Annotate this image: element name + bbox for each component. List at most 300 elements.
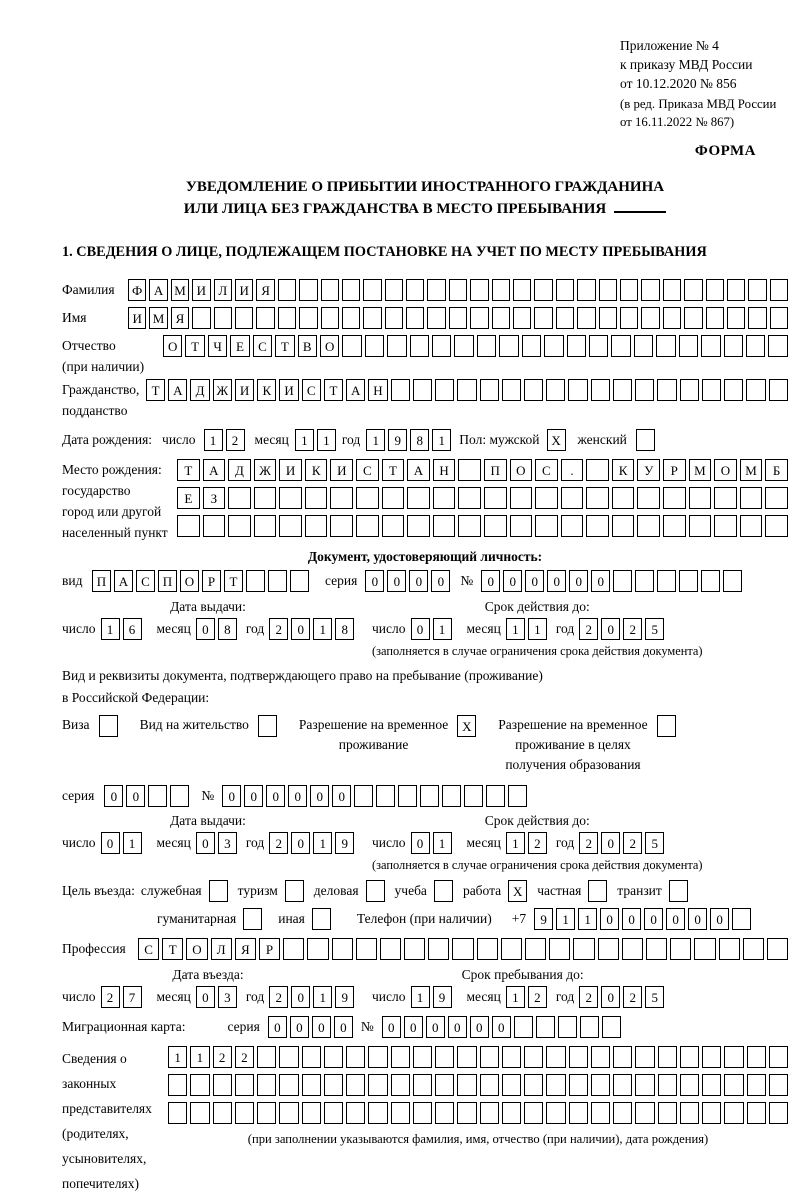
char-cell	[586, 459, 609, 481]
char-cell	[544, 335, 563, 357]
char-cell	[330, 515, 353, 537]
char-cell	[457, 379, 476, 401]
rd-valid-group	[372, 832, 703, 854]
char-cell	[769, 1102, 788, 1124]
char-cell	[356, 515, 379, 537]
option-temp-residence-checkbox	[457, 715, 476, 737]
char-cell	[279, 1046, 298, 1068]
purpose-tourism	[238, 880, 304, 902]
char-cell: 0	[503, 570, 522, 592]
birth-day-label: число	[162, 432, 196, 447]
char-cell	[385, 279, 403, 301]
char-cell: 1	[433, 832, 452, 854]
char-cell: X	[508, 880, 527, 902]
char-cell: К	[257, 379, 276, 401]
char-cell	[769, 1074, 788, 1096]
char-cell	[663, 515, 686, 537]
char-cell	[635, 570, 654, 592]
rd-valid-heading: Срок действия до:	[484, 813, 590, 828]
purpose-work-label: работа	[462, 883, 502, 898]
char-cell: Р	[202, 570, 221, 592]
char-cell: Т	[162, 938, 183, 960]
char-cell: 1	[432, 429, 451, 451]
issue-date-group	[62, 618, 354, 640]
valid-year-boxes	[579, 618, 664, 640]
char-cell: 1	[190, 1046, 209, 1068]
option-visa-checkbox	[99, 715, 118, 737]
char-cell	[591, 1074, 610, 1096]
birth-place-row	[62, 459, 788, 543]
char-cell: 3	[218, 832, 237, 854]
char-cell: 8	[410, 429, 429, 451]
option-temp-residence-education-label-line: получения образования	[505, 757, 641, 772]
char-cell	[702, 379, 721, 401]
char-cell	[747, 1074, 766, 1096]
char-cell	[591, 379, 610, 401]
char-cell: Т	[324, 379, 343, 401]
entry-year-boxes	[269, 986, 354, 1008]
char-cell	[312, 908, 331, 930]
char-cell	[214, 307, 232, 329]
char-cell	[391, 1102, 410, 1124]
char-cell: 0	[644, 908, 663, 930]
char-cell: Ч	[208, 335, 227, 357]
citizenship-label-line1: Гражданство,	[62, 382, 140, 397]
char-cell: 0	[382, 1016, 401, 1038]
char-cell: О	[163, 335, 182, 357]
char-cell	[480, 379, 499, 401]
purpose-other-label: иная	[278, 911, 305, 926]
char-cell	[290, 570, 309, 592]
char-cell	[768, 335, 787, 357]
birth-month-boxes	[295, 429, 336, 451]
citizenship-row	[62, 379, 788, 421]
char-cell	[573, 938, 594, 960]
surname-boxes	[128, 279, 788, 301]
char-cell: 0	[312, 1016, 331, 1038]
char-cell	[669, 880, 688, 902]
char-cell	[680, 1074, 699, 1096]
legal-reps-label	[62, 1046, 168, 1196]
citizenship-label	[62, 379, 146, 421]
char-cell	[235, 1102, 254, 1124]
char-cell: 2	[579, 618, 598, 640]
char-cell	[546, 1074, 565, 1096]
char-cell: А	[149, 279, 167, 301]
char-cell	[588, 880, 607, 902]
char-cell	[536, 1016, 555, 1038]
purpose-study-checkbox	[434, 880, 453, 902]
issue-date-heading: Дата выдачи:	[170, 599, 246, 614]
char-cell	[299, 279, 317, 301]
char-cell: Н	[433, 459, 456, 481]
year-label: год	[245, 835, 265, 850]
char-cell	[365, 335, 384, 357]
char-cell	[679, 335, 698, 357]
char-cell	[449, 307, 467, 329]
year-label: год	[555, 835, 575, 850]
char-cell: И	[128, 307, 146, 329]
char-cell	[502, 379, 521, 401]
char-cell: О	[320, 335, 339, 357]
char-cell: 0	[409, 570, 428, 592]
day-label: число	[372, 835, 406, 850]
char-cell	[569, 1074, 588, 1096]
char-cell	[534, 307, 552, 329]
migration-card-row	[62, 1016, 788, 1038]
migration-card-label: Миграционная карта:	[62, 1019, 186, 1034]
char-cell	[561, 487, 584, 509]
doc-seriya-label: серия	[325, 573, 358, 588]
char-cell: .	[561, 459, 584, 481]
char-cell	[524, 379, 543, 401]
purpose-work	[463, 880, 527, 902]
char-cell	[502, 1046, 521, 1068]
char-cell: 0	[268, 1016, 287, 1038]
char-cell	[670, 938, 691, 960]
char-cell: С	[356, 459, 379, 481]
char-cell: 0	[600, 908, 619, 930]
entry-day-boxes	[101, 986, 142, 1008]
char-cell	[268, 570, 287, 592]
rd-issue-group	[62, 832, 354, 854]
char-cell	[727, 307, 745, 329]
char-cell	[747, 1046, 766, 1068]
char-cell: С	[253, 335, 272, 357]
char-cell	[321, 279, 339, 301]
char-cell	[663, 307, 681, 329]
char-cell	[382, 487, 405, 509]
char-cell	[168, 1074, 187, 1096]
purpose-official	[141, 880, 228, 902]
char-cell	[470, 307, 488, 329]
char-cell	[620, 307, 638, 329]
day-label: число	[372, 989, 406, 1004]
char-cell: 1	[295, 429, 314, 451]
residence-doc-options	[62, 715, 788, 775]
char-cell	[577, 279, 595, 301]
char-cell: 1	[101, 618, 120, 640]
doc-number-label: №	[460, 573, 474, 588]
sex-female-box	[636, 429, 655, 451]
issue-year-boxes	[269, 618, 354, 640]
day-label: число	[62, 621, 96, 636]
valid-note: (заполняется в случае ограничения срока действия документа)	[372, 644, 703, 658]
char-cell	[770, 279, 788, 301]
char-cell: К	[612, 459, 635, 481]
char-cell	[433, 515, 456, 537]
char-cell	[599, 307, 617, 329]
char-cell	[464, 785, 483, 807]
char-cell	[299, 307, 317, 329]
appendix-note-line: от 16.11.2022 № 867)	[620, 115, 735, 129]
valid-until-heading: Срок действия до:	[484, 599, 590, 614]
purpose-humanitarian	[157, 908, 262, 930]
rd-issue-day-boxes	[101, 832, 142, 854]
option-visa	[62, 715, 118, 737]
char-cell: Я	[256, 279, 274, 301]
purpose-official-checkbox	[209, 880, 228, 902]
legal-reps-footnote: (при заполнении указываются фамилия, имя, отчество (при наличии), дата рождения)	[247, 1132, 709, 1146]
char-cell	[470, 279, 488, 301]
char-cell: Я	[235, 938, 256, 960]
char-cell	[330, 487, 353, 509]
char-cell: Е	[230, 335, 249, 357]
char-cell	[706, 279, 724, 301]
section1-heading: 1. СВЕДЕНИЯ О ЛИЦЕ, ПОДЛЕЖАЩЕМ ПОСТАНОВКЕ НА УЧЕТ ПО МЕСТУ ПРЕБЫВАНИЯ	[62, 244, 707, 260]
char-cell	[525, 938, 546, 960]
char-cell	[324, 1074, 343, 1096]
char-cell	[727, 279, 745, 301]
legal-reps-label-line: (родителях,	[62, 1126, 129, 1141]
legal-reps-label-line: Сведения о	[62, 1051, 127, 1066]
char-cell	[170, 785, 189, 807]
char-cell	[190, 1102, 209, 1124]
patronymic-label	[62, 335, 163, 377]
char-cell: 7	[123, 986, 142, 1008]
char-cell	[427, 307, 445, 329]
residence-doc-intro-1: Вид и реквизиты документа, подтверждающего право на пребывание (проживание)	[62, 668, 543, 683]
year-label: год	[245, 621, 265, 636]
char-cell: О	[186, 938, 207, 960]
purpose-study	[395, 880, 453, 902]
char-cell: М	[740, 459, 763, 481]
char-cell: Л	[211, 938, 232, 960]
char-cell: 0	[492, 1016, 511, 1038]
char-cell	[477, 938, 498, 960]
birth-place-label	[62, 459, 177, 543]
year-label: год	[245, 989, 265, 1004]
profession-label: Профессия	[62, 941, 126, 956]
char-cell: 9	[335, 832, 354, 854]
char-cell	[524, 1102, 543, 1124]
char-cell	[634, 335, 653, 357]
char-cell: 0	[404, 1016, 423, 1038]
char-cell: Т	[146, 379, 165, 401]
char-cell	[332, 938, 353, 960]
char-cell	[546, 1102, 565, 1124]
char-cell: И	[192, 279, 210, 301]
char-cell: 2	[269, 832, 288, 854]
legal-reps-boxes-row1	[168, 1046, 788, 1068]
char-cell: М	[689, 459, 712, 481]
char-cell: 0	[290, 1016, 309, 1038]
char-cell	[305, 487, 328, 509]
char-cell: 1	[317, 429, 336, 451]
char-cell	[513, 307, 531, 329]
char-cell: 2	[213, 1046, 232, 1068]
phone-label: Телефон (при наличии)	[356, 911, 492, 926]
char-cell	[641, 279, 659, 301]
char-cell	[567, 335, 586, 357]
char-cell	[724, 1046, 743, 1068]
day-label: число	[372, 621, 406, 636]
char-cell	[254, 487, 277, 509]
month-label: месяц	[156, 835, 191, 850]
char-cell	[658, 1074, 677, 1096]
char-cell: 0	[387, 570, 406, 592]
purpose-study-label: учеба	[394, 883, 427, 898]
char-cell	[366, 880, 385, 902]
char-cell: С	[302, 379, 321, 401]
char-cell: 0	[365, 570, 384, 592]
char-cell	[657, 715, 676, 737]
option-temp-residence-label-line: Разрешение на временное	[298, 717, 449, 732]
char-cell: Ж	[213, 379, 232, 401]
char-cell	[748, 279, 766, 301]
entry-date-heading: Дата въезда:	[172, 967, 244, 982]
char-cell	[663, 487, 686, 509]
char-cell: 0	[411, 832, 430, 854]
stay-year-boxes	[579, 986, 664, 1008]
char-cell: 0	[666, 908, 685, 930]
char-cell: С	[535, 459, 558, 481]
char-cell	[192, 307, 210, 329]
char-cell: 0	[196, 986, 215, 1008]
year-label: год	[555, 621, 575, 636]
purpose-private-checkbox	[588, 880, 607, 902]
char-cell: 1	[506, 618, 525, 640]
char-cell	[612, 487, 635, 509]
char-cell	[321, 307, 339, 329]
char-cell: 8	[335, 618, 354, 640]
char-cell: 0	[601, 618, 620, 640]
char-cell	[679, 570, 698, 592]
char-cell	[256, 307, 274, 329]
char-cell: 1	[204, 429, 223, 451]
char-cell: 3	[218, 986, 237, 1008]
char-cell	[586, 515, 609, 537]
char-cell	[368, 1046, 387, 1068]
birth-month-label: месяц	[254, 432, 289, 447]
identity-doc-type-row	[62, 570, 788, 592]
char-cell	[486, 785, 505, 807]
char-cell: 0	[104, 785, 123, 807]
rd-valid-note: (заполняется в случае ограничения срока действия документа)	[372, 858, 703, 872]
birth-place-boxes-row2	[177, 487, 788, 509]
char-cell	[724, 1074, 743, 1096]
char-cell	[586, 487, 609, 509]
char-cell	[724, 335, 743, 357]
char-cell: О	[714, 459, 737, 481]
char-cell: 0	[332, 785, 351, 807]
char-cell	[454, 335, 473, 357]
char-cell	[235, 307, 253, 329]
char-cell	[701, 570, 720, 592]
char-cell: 2	[528, 986, 547, 1008]
char-cell: Е	[177, 487, 200, 509]
char-cell	[723, 570, 742, 592]
char-cell: 0	[710, 908, 729, 930]
char-cell: 6	[123, 618, 142, 640]
birth-date-label: Дата рождения:	[62, 432, 153, 447]
char-cell	[279, 487, 302, 509]
char-cell	[435, 1046, 454, 1068]
char-cell: 0	[426, 1016, 445, 1038]
char-cell: 1	[168, 1046, 187, 1068]
char-cell: Ж	[254, 459, 277, 481]
char-cell	[635, 379, 654, 401]
char-cell	[613, 1074, 632, 1096]
char-cell: 5	[645, 832, 664, 854]
char-cell	[613, 570, 632, 592]
char-cell: 0	[481, 570, 500, 592]
char-cell: 1	[556, 908, 575, 930]
char-cell: У	[637, 459, 660, 481]
char-cell: О	[510, 459, 533, 481]
option-residence-permit-label: Вид на жительство	[139, 717, 249, 732]
char-cell	[324, 1102, 343, 1124]
char-cell	[228, 515, 251, 537]
char-cell	[380, 938, 401, 960]
char-cell: 2	[269, 986, 288, 1008]
char-cell	[577, 307, 595, 329]
char-cell	[385, 307, 403, 329]
char-cell: Р	[663, 459, 686, 481]
char-cell	[391, 379, 410, 401]
char-cell: 1	[313, 986, 332, 1008]
char-cell	[190, 1074, 209, 1096]
purpose-private	[537, 880, 607, 902]
char-cell	[689, 515, 712, 537]
char-cell: В	[298, 335, 317, 357]
char-cell	[324, 1046, 343, 1068]
char-cell	[285, 880, 304, 902]
char-cell	[246, 570, 265, 592]
char-cell	[702, 1074, 721, 1096]
option-visa-label: Виза	[62, 717, 90, 732]
entry-month-boxes	[196, 986, 237, 1008]
char-cell: П	[484, 459, 507, 481]
char-cell	[407, 487, 430, 509]
purpose-humanitarian-checkbox	[243, 908, 262, 930]
char-cell: И	[235, 379, 254, 401]
char-cell: 0	[688, 908, 707, 930]
char-cell	[492, 307, 510, 329]
char-cell	[382, 515, 405, 537]
char-cell	[714, 515, 737, 537]
char-cell	[635, 1102, 654, 1124]
char-cell	[719, 938, 740, 960]
char-cell	[701, 335, 720, 357]
char-cell: 9	[388, 429, 407, 451]
char-cell	[569, 1102, 588, 1124]
char-cell	[641, 307, 659, 329]
char-cell: 0	[431, 570, 450, 592]
char-cell: 5	[645, 618, 664, 640]
char-cell	[457, 1046, 476, 1068]
char-cell	[356, 938, 377, 960]
char-cell	[546, 379, 565, 401]
char-cell	[363, 279, 381, 301]
char-cell	[724, 1102, 743, 1124]
char-cell	[658, 1046, 677, 1068]
char-cell	[747, 1102, 766, 1124]
birth-day-boxes	[204, 429, 245, 451]
char-cell	[406, 279, 424, 301]
char-cell	[732, 908, 751, 930]
entry-dates	[62, 966, 788, 1008]
char-cell: Н	[368, 379, 387, 401]
char-cell: 0	[622, 908, 641, 930]
patronymic-boxes	[163, 335, 788, 357]
char-cell: Р	[259, 938, 280, 960]
char-cell	[458, 515, 481, 537]
purpose-row-2	[62, 908, 788, 930]
residence-doc-intro-2: в Российской Федерации:	[62, 690, 210, 705]
char-cell	[636, 429, 655, 451]
month-label: месяц	[156, 989, 191, 1004]
